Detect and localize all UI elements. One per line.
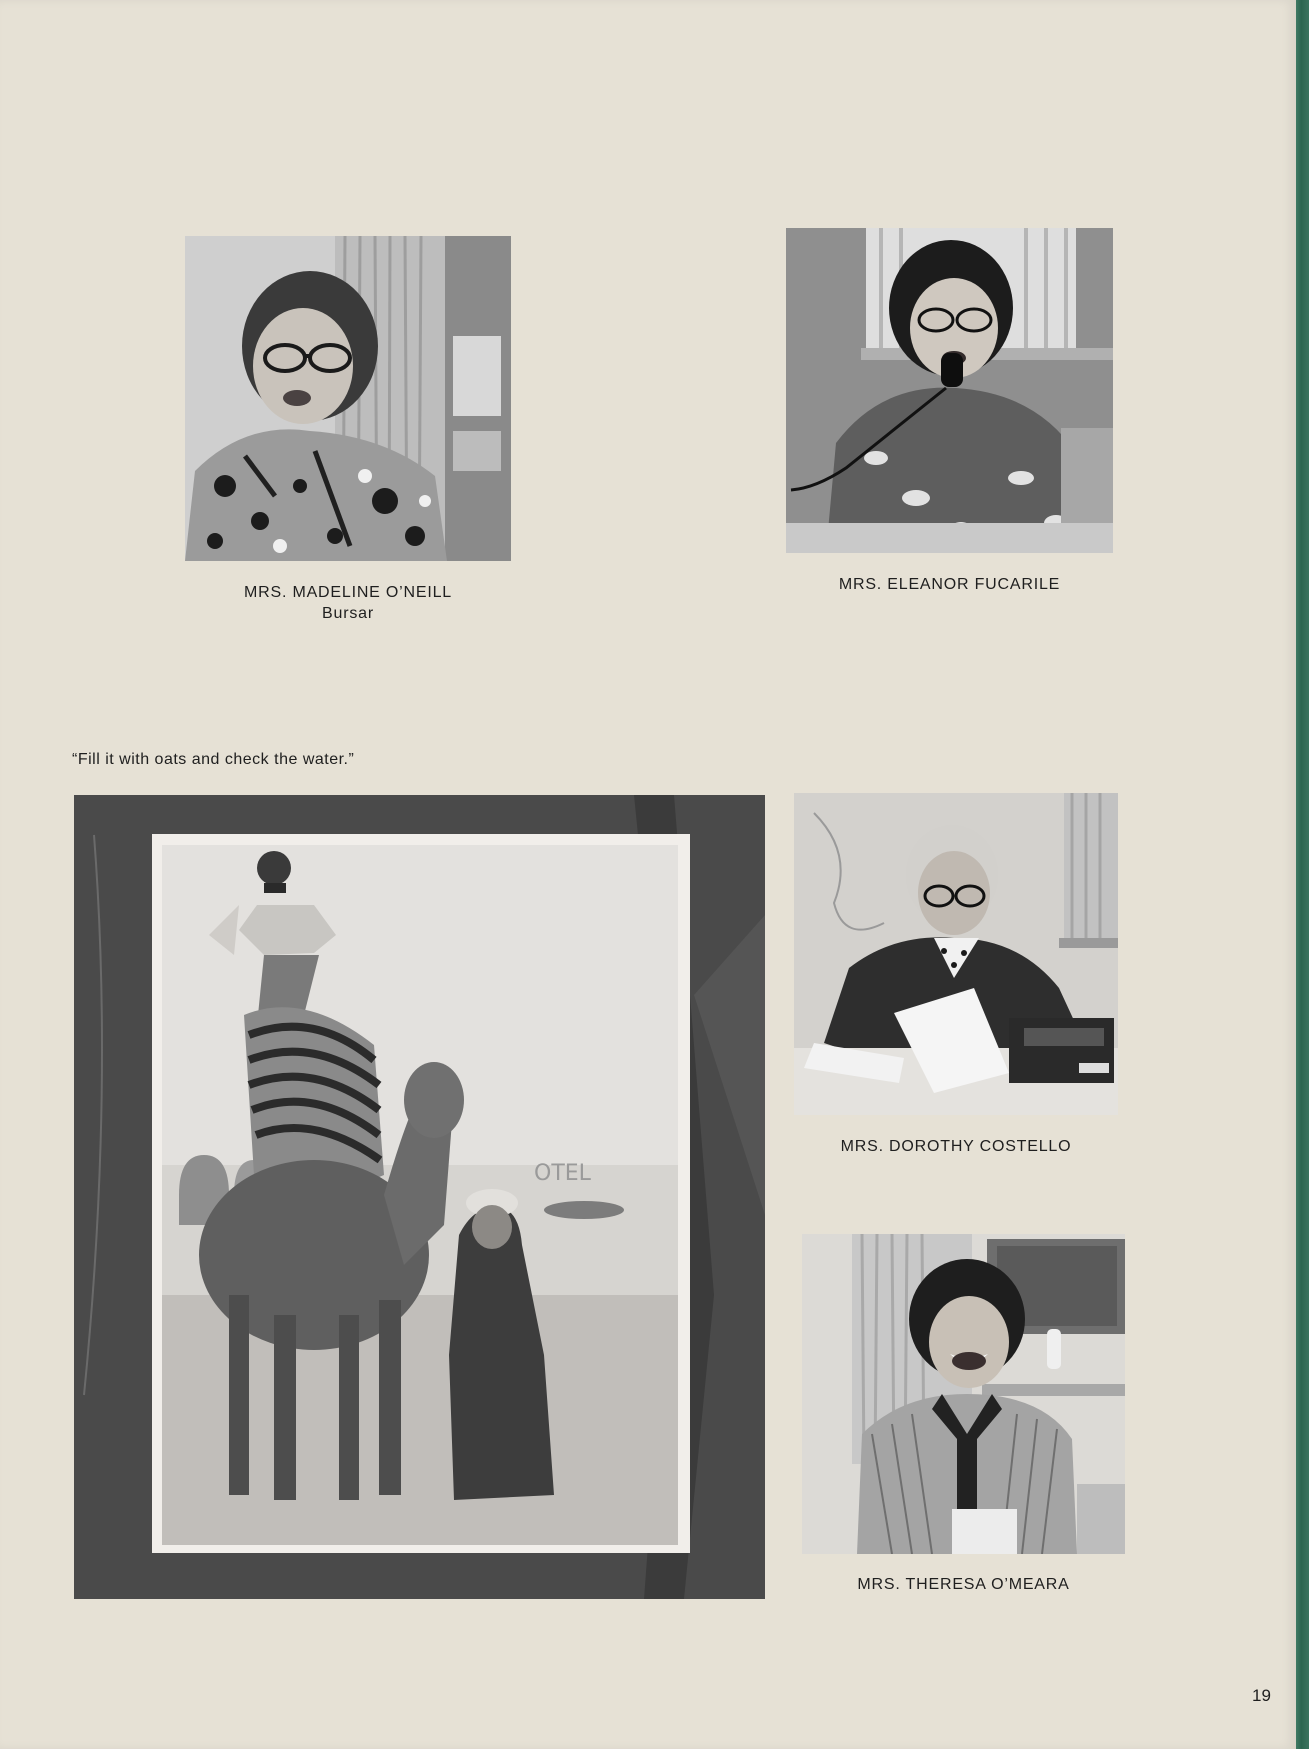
caption-madeline-oneill	[185, 582, 511, 624]
title-bursar: Bursar	[322, 605, 374, 622]
name-dorothy-costello: MRS. DOROTHY COSTELLO	[840, 1138, 1072, 1155]
caption-eleanor-fucarile	[786, 574, 1113, 595]
book-binding-edge	[1296, 0, 1309, 1749]
caption-theresa-omeara	[802, 1574, 1125, 1595]
camel-photo-quote: “Fill it with oats and check the water.”	[72, 751, 355, 768]
photo-man-on-camel	[74, 795, 765, 1599]
name-theresa-omeara: MRS. THERESA O’MEARA	[857, 1576, 1070, 1593]
svg-text:OTEL: OTEL	[534, 1161, 591, 1186]
name-madeline-oneill: MRS. MADELINE O’NEILL	[244, 584, 452, 601]
photo-theresa-omeara	[802, 1234, 1125, 1554]
name-eleanor-fucarile: MRS. ELEANOR FUCARILE	[838, 576, 1061, 593]
photo-madeline-oneill	[185, 236, 511, 561]
page-number: 19	[1252, 1686, 1271, 1705]
photo-eleanor-fucarile	[786, 228, 1113, 553]
photo-dorothy-costello	[794, 793, 1118, 1115]
caption-dorothy-costello	[794, 1136, 1118, 1157]
